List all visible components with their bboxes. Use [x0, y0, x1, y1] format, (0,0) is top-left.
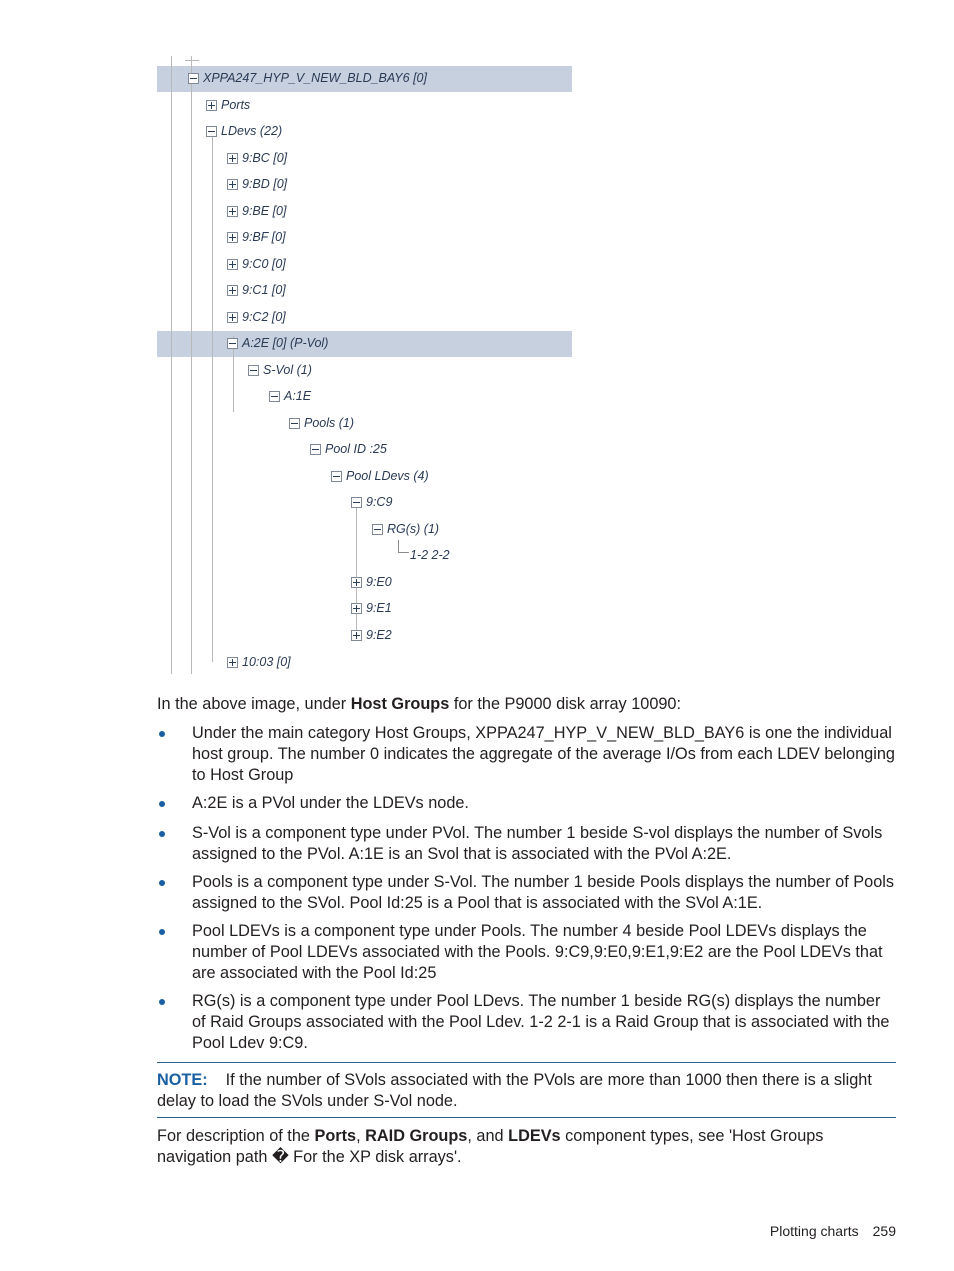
tree-node-label: 9:E2: [366, 628, 392, 642]
tree-node-pool-ldevs[interactable]: [331, 467, 429, 485]
expand-icon[interactable]: [227, 179, 238, 190]
list-item: [157, 723, 897, 786]
tree-node-label: Pool LDevs (4): [346, 469, 429, 483]
expand-icon[interactable]: [351, 577, 362, 588]
expand-icon[interactable]: [227, 285, 238, 296]
list-item: [157, 793, 897, 814]
bullet-icon: [159, 929, 165, 935]
note-top-rule: [157, 1062, 896, 1063]
tree-node-ldev[interactable]: [227, 308, 286, 326]
tree-node-raid-group[interactable]: [410, 546, 450, 564]
expand-icon[interactable]: [227, 153, 238, 164]
page-footer: [770, 1223, 896, 1239]
expand-icon[interactable]: [206, 100, 217, 111]
list-item-text: Under the main category Host Groups, XPPA247_HYP_V_NEW_BLD_BAY6 is one the individual host group. The number 0 indicates the aggregate of the average I/Os from each LDEV belonging to Host Group: [192, 724, 895, 784]
bullet-icon: [159, 999, 165, 1005]
description-bold-term: RAID Groups: [365, 1127, 468, 1145]
list-item: [157, 921, 897, 984]
list-item: [157, 991, 897, 1054]
tree-node-label: 10:03 [0]: [242, 655, 291, 669]
expand-icon[interactable]: [227, 312, 238, 323]
tree-node-pool-ldev[interactable]: [351, 573, 392, 591]
tree-node-label: 9:E0: [366, 575, 392, 589]
note-bottom-rule: [157, 1117, 896, 1118]
collapse-icon[interactable]: [188, 73, 199, 84]
expand-icon[interactable]: [227, 657, 238, 668]
list-item-text: S-Vol is a component type under PVol. The number 1 beside S-vol displays the number of Svols assigned to the PVol. A:1E is an Svol that is associated with the PVol A:2E.: [192, 824, 883, 863]
expand-icon[interactable]: [227, 232, 238, 243]
tree-node-ldev[interactable]: [227, 149, 287, 167]
tree-node-ldevs[interactable]: [206, 122, 282, 140]
tree-node-svol-item[interactable]: [269, 387, 311, 405]
tree-node-pool-ldev[interactable]: [351, 626, 392, 644]
intro-paragraph: [157, 694, 897, 715]
tree-node-label: Pool ID :25: [325, 442, 387, 456]
tree-node-ldev[interactable]: [227, 202, 286, 220]
list-item: [157, 872, 897, 914]
explanation-list: [157, 723, 897, 1054]
collapse-icon[interactable]: [310, 444, 321, 455]
intro-bold-term: Host Groups: [350, 695, 450, 713]
tree-node-label: 1-2 2-2: [410, 548, 450, 562]
note-label: NOTE:: [157, 1071, 208, 1089]
tree-node-label: 9:BE [0]: [242, 204, 287, 218]
description-paragraph: [157, 1126, 897, 1168]
description-bold-term: Ports: [314, 1127, 357, 1145]
bullet-icon: [159, 831, 165, 837]
tree-node-ports[interactable]: [206, 96, 250, 114]
tree-node-pool-id[interactable]: [310, 440, 387, 458]
page-number: 259: [872, 1223, 896, 1239]
tree-node-label: A:1E: [284, 389, 312, 403]
tree-node-ldev[interactable]: [227, 228, 286, 246]
note-paragraph: [157, 1070, 897, 1112]
tree-node-label: 9:E1: [366, 601, 392, 615]
tree-node-raid-groups[interactable]: [372, 520, 439, 538]
tree-node-host-group[interactable]: [188, 69, 427, 87]
collapse-icon[interactable]: [372, 524, 383, 535]
description-text: For description of the: [157, 1127, 315, 1145]
tree-node-label: 9:C9: [366, 495, 393, 509]
tree-node-label: Pools (1): [304, 416, 355, 430]
tree-node-ldev[interactable]: [227, 653, 291, 671]
intro-text: for the P9000 disk array 10090:: [449, 695, 682, 713]
list-item: [157, 823, 897, 865]
expand-icon[interactable]: [227, 206, 238, 217]
tree-node-pool-ldev[interactable]: [351, 493, 392, 511]
tree-row-highlight: [157, 331, 572, 357]
collapse-icon[interactable]: [248, 365, 259, 376]
tree-node-label: A:2E [0] (P-Vol): [242, 336, 329, 350]
expand-icon[interactable]: [227, 259, 238, 270]
collapse-icon[interactable]: [289, 418, 300, 429]
list-item-text: RG(s) is a component type under Pool LDevs. The number 1 beside RG(s) displays the number of Raid Groups associated with the Pool Ldev. 1-2 2-1 is a Raid Group that is associated with the Pool Ldev 9:C9.: [192, 992, 890, 1052]
description-text: component types, see 'Host Groups navigation path � For the XP disk arrays'.: [157, 1127, 824, 1166]
tree-node-label: 9:C2 [0]: [242, 310, 286, 324]
collapse-icon[interactable]: [206, 126, 217, 137]
bullet-icon: [159, 731, 165, 737]
description-text: , and: [467, 1127, 509, 1145]
tree-node-label: S-Vol (1): [263, 363, 312, 377]
expand-icon[interactable]: [351, 630, 362, 641]
tree-leaf-connector: [398, 540, 409, 553]
note-text: If the number of SVols associated with the PVols are more than 1000 then there is a slight delay to load the SVols under S-Vol node.: [157, 1071, 872, 1110]
tree-node-pool-ldev[interactable]: [351, 599, 392, 617]
tree-node-pvol[interactable]: [227, 334, 328, 352]
footer-section-title: Plotting charts: [769, 1223, 859, 1239]
host-groups-tree: [157, 56, 573, 676]
description-bold-term: LDEVs: [508, 1127, 561, 1145]
tree-node-ldev[interactable]: [227, 281, 286, 299]
collapse-icon[interactable]: [227, 338, 238, 349]
tree-node-pools[interactable]: [289, 414, 354, 432]
expand-icon[interactable]: [351, 603, 362, 614]
description-text: ,: [356, 1127, 366, 1145]
collapse-icon[interactable]: [351, 497, 362, 508]
tree-node-label: Ports: [221, 98, 251, 112]
collapse-icon[interactable]: [331, 471, 342, 482]
tree-node-label: 9:C0 [0]: [242, 257, 286, 271]
bullet-icon: [159, 801, 165, 807]
tree-node-svol[interactable]: [248, 361, 312, 379]
intro-text: In the above image, under: [157, 695, 351, 713]
tree-node-label: 9:BF [0]: [242, 230, 286, 244]
tree-node-ldev[interactable]: [227, 255, 286, 273]
tree-node-label: 9:C1 [0]: [242, 283, 286, 297]
bullet-icon: [159, 880, 165, 886]
list-item-text: Pools is a component type under S-Vol. The number 1 beside Pools displays the number of Pools assigned to the SVol. Pool Id:25 is a Pool that is associated with the SVol A:1E.: [192, 873, 895, 912]
list-item-text: Pool LDEVs is a component type under Pools. The number 4 beside Pool LDEVs displays the number of Pool LDEVs associated with the Pools. 9:C9,9:E0,9:E1,9:E2 are the Pool LDEVs that are associated with the Pool Id:25: [192, 922, 883, 982]
tree-node-label: LDevs (22): [221, 124, 283, 138]
collapse-icon[interactable]: [269, 391, 280, 402]
tree-node-label: 9:BD [0]: [242, 177, 288, 191]
tree-node-label: XPPA247_HYP_V_NEW_BLD_BAY6 [0]: [203, 71, 427, 85]
list-item-text: A:2E is a PVol under the LDEVs node.: [192, 794, 469, 812]
tree-node-ldev[interactable]: [227, 175, 287, 193]
tree-node-label: RG(s) (1): [387, 522, 440, 536]
tree-node-label: 9:BC [0]: [242, 151, 288, 165]
